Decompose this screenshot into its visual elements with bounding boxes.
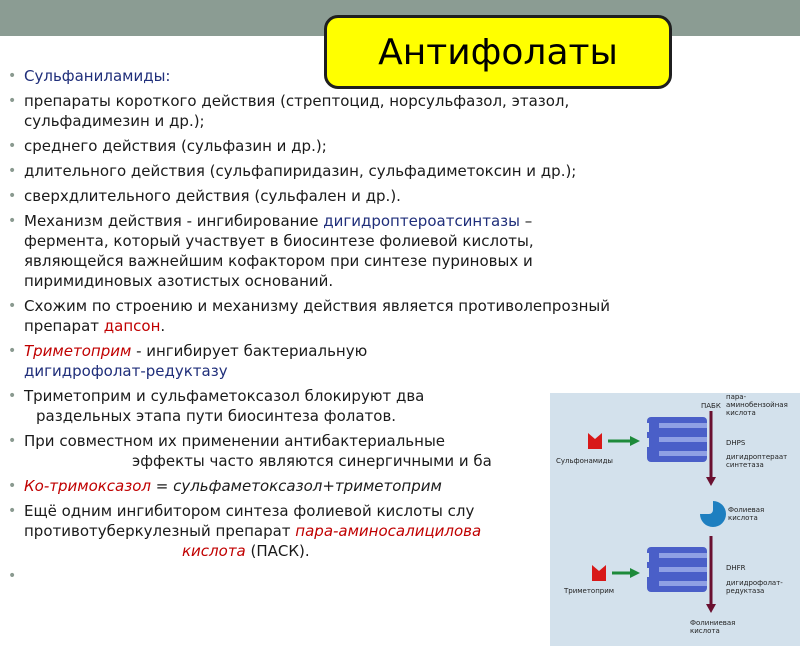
pabk-label: ПАБК: [701, 402, 721, 410]
enzyme-term: дигидроптероатсинтазы: [323, 212, 520, 230]
bullet-text: Триметоприм и сульфаметоксазол блокируют два: [24, 387, 425, 405]
pathway-arrowhead-2: [706, 604, 716, 613]
bullet-marker: •: [8, 298, 17, 314]
bullet-text: При совместном их применении антибактериальные: [24, 432, 446, 450]
bullet-text: (ПАСК).: [245, 542, 310, 560]
dhps-desc-line: синтетаза: [726, 461, 764, 469]
bullet-text: длительного действия (сульфапиридазин, сульфадиметоксин и др.);: [24, 162, 577, 180]
green-arrowhead-2: [630, 568, 640, 578]
folic-acid-shape: [700, 501, 726, 527]
dhps-label: DHPS: [726, 439, 746, 447]
bullet-continuation: являющейся важнейшим кофактором при синтезе пуриновых и: [24, 252, 533, 270]
drug-term: кислота: [182, 542, 246, 560]
green-arrowhead-1: [630, 436, 640, 446]
bullet-item: [6, 296, 726, 316]
enzyme-term: дигидрофолат-редуктазу: [24, 362, 228, 380]
drug-term: дапсон: [103, 317, 161, 335]
bullet-item: [6, 91, 726, 111]
formula-text: сульфаметоксазол+триметоприм: [173, 477, 442, 495]
bullet-marker: •: [8, 163, 17, 179]
dhps-desc-line: дигидроптераат: [726, 453, 788, 461]
dhfr-desc-line: редуктаза: [726, 587, 765, 595]
bullet-continuation: раздельных этапа пути биосинтеза фолатов.: [36, 407, 397, 425]
bullet-item: [6, 186, 726, 206]
pabk-desc-line: аминобензойная: [726, 401, 788, 409]
folic-acid-label: [728, 506, 764, 522]
drug-term: пара-аминосалицилова: [295, 522, 482, 540]
bullet-continuation: эффекты часто являются синергичными и ба: [132, 452, 492, 470]
bullet-text: Ещё одним ингибитором синтеза фолиевой кислоты слу: [24, 502, 475, 520]
bullet-marker: •: [8, 388, 17, 404]
folinic-line: кислота: [690, 627, 720, 635]
pabk-description: [726, 393, 788, 417]
bullet-text: противотуберкулезный препарат: [24, 522, 296, 540]
dhfr-description: [726, 579, 783, 595]
bullet-marker: •: [8, 188, 17, 204]
bullet-text: .: [160, 317, 166, 335]
folinic-line: Фолиниевая: [690, 619, 736, 627]
bullet-continuation: [6, 316, 726, 336]
bullet-marker: •: [8, 503, 17, 519]
trimethoprim-inhibitor-shape: [592, 565, 606, 581]
bullet-marker: •: [8, 93, 17, 109]
folic-line: кислота: [728, 514, 758, 522]
pabk-desc-line: кислота: [726, 409, 756, 417]
dhps-description: [726, 453, 787, 469]
bullet-text: Схожим по строению и механизму действия является противолепрозный: [24, 297, 611, 315]
bullet-continuation: сульфадимезин и др.);: [24, 112, 205, 130]
folate-pathway-diagram: [550, 393, 800, 646]
bullet-marker: •: [8, 478, 17, 494]
bullet-item: [6, 161, 726, 181]
bullet-marker: •: [8, 213, 17, 229]
folic-line: Фолиевая: [728, 506, 765, 514]
bullet-continuation: пиримидиновых азотистых оснований.: [24, 272, 334, 290]
dhfr-label: DHFR: [726, 564, 746, 572]
folinic-acid-label: [690, 619, 735, 635]
bullet-text: сверхдлительного действия (сульфален и др.).: [24, 187, 401, 205]
pathway-arrowhead-1: [706, 477, 716, 486]
slide-title: Антифолаты: [378, 31, 618, 73]
drug-term: Триметоприм: [24, 342, 132, 360]
bullet-marker: •: [8, 138, 17, 154]
section-heading: Сульфаниламиды:: [24, 67, 171, 85]
bullet-marker: •: [8, 568, 17, 584]
bullet-marker: •: [8, 68, 17, 84]
sulfonamide-inhibitor-shape: [588, 433, 602, 449]
bullet-item: [6, 211, 726, 231]
dhps-enzyme-shape: [641, 417, 707, 462]
sulfonamides-label: Сульфонамиды: [556, 457, 613, 465]
bullet-marker: •: [8, 433, 17, 449]
bullet-continuation: фермента, который участвует в биосинтезе фолиевой кислоты,: [24, 232, 534, 250]
bullet-text: препараты короткого действия (стрептоцид, норсульфазол, этазол,: [24, 92, 570, 110]
bullet-item: [6, 66, 726, 86]
bullet-item: [6, 341, 726, 361]
bullet-marker: •: [8, 343, 17, 359]
bullet-text: - ингибирует бактериальную: [131, 342, 368, 360]
bullet-text: Механизм действия - ингибирование: [24, 212, 324, 230]
bullet-item: [6, 136, 726, 156]
bullet-text: –: [520, 212, 533, 230]
pabk-desc-line: пара-: [726, 393, 747, 401]
drug-term: Ко-тримоксазол: [24, 477, 151, 495]
bullet-text: среднего действия (сульфазин и др.);: [24, 137, 327, 155]
dhfr-desc-line: дигидрофолат-: [726, 579, 783, 587]
dhfr-enzyme-shape: [641, 547, 707, 592]
bullet-text: =: [150, 477, 174, 495]
trimethoprim-label: Триметоприм: [564, 587, 615, 595]
bullet-text: препарат: [24, 317, 104, 335]
